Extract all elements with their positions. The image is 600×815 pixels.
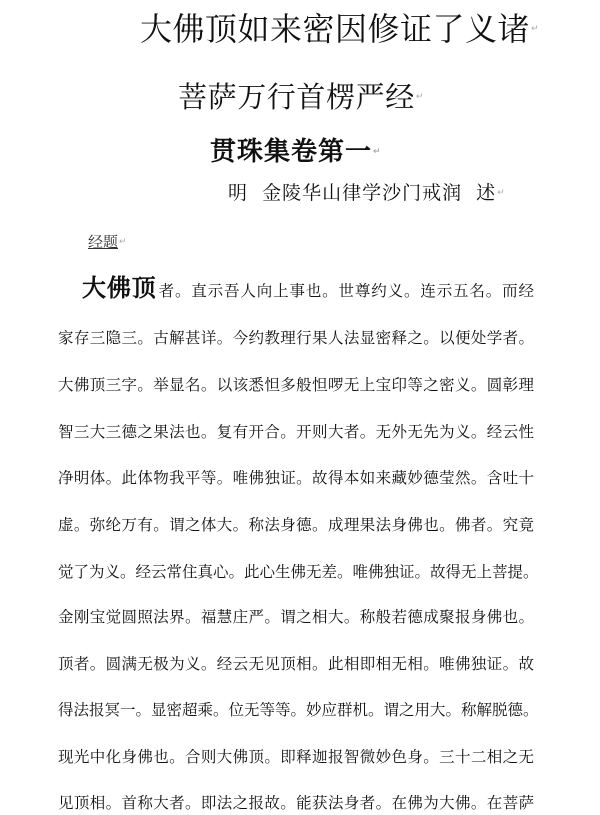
paragraph-mark-icon: ↵ xyxy=(373,147,382,157)
body-line: 智三大三德之果法也。复有开合。开则大者。无外无先为义。经云性 xyxy=(58,423,534,441)
body-line: 顶者。圆满无极为义。经云无见顶相。此相即相无相。唯佛独证。故 xyxy=(58,655,534,673)
title-text: 大佛顶如来密因修证了义诸 xyxy=(140,10,531,48)
title-text: 菩萨万行首楞严经 xyxy=(178,80,415,114)
body-line xyxy=(82,276,534,303)
body-line: 见顶相。首称大者。即法之报故。能获法身者。在佛为大佛。在菩萨 xyxy=(58,794,534,812)
body-text: 者。直示吾人向上事也。世尊约义。连示五名。而经 xyxy=(158,282,534,300)
paragraph-mark-icon: ↵ xyxy=(497,188,506,198)
body-line: 家存三隐三。古解甚详。今约教理行果人法显密释之。以便处学者。 xyxy=(58,329,534,347)
paragraph-mark-icon: ↵ xyxy=(415,92,424,102)
body-line: 得法报冥一。显密超乘。位无等等。妙应群机。谓之用大。称解脱德。 xyxy=(58,701,539,719)
paragraph-mark-icon: ↵ xyxy=(119,237,127,247)
body-line: 净明体。此体物我平等。唯佛独证。故得本如来藏妙德莹然。含吐十 xyxy=(58,469,534,487)
body-line: 觉了为义。经云常住真心。此心生佛无差。唯佛独证。故得无上菩提。 xyxy=(58,563,539,581)
author-line xyxy=(228,180,506,206)
body-line: 大佛顶三字。举显名。以该悉怛多般怛啰无上宝印等之密义。圆彰理 xyxy=(58,376,534,394)
body-line: 现光中化身佛也。合则大佛顶。即释迦报智微妙色身。三十二相之无 xyxy=(58,748,534,766)
title-line-2 xyxy=(178,78,424,116)
lead-term: 大佛顶 xyxy=(82,274,157,302)
body-line: 金刚宝觉圆照法界。福慧庄严。谓之相大。称般若德成聚报身佛也。 xyxy=(58,608,534,626)
volume-title xyxy=(210,134,382,170)
section-heading xyxy=(88,232,127,252)
author-text: 明 金陵华山律学沙门戒润 述 xyxy=(228,182,497,204)
paragraph-mark-icon: ↵ xyxy=(531,24,540,34)
title-line-1 xyxy=(140,10,539,48)
body-line: 虚。弥纶万有。谓之体大。称法身德。成理果法身佛也。佛者。究竟 xyxy=(58,516,534,534)
section-heading-text: 经题 xyxy=(88,233,119,251)
volume-title-text: 贯珠集卷第一 xyxy=(210,137,373,167)
